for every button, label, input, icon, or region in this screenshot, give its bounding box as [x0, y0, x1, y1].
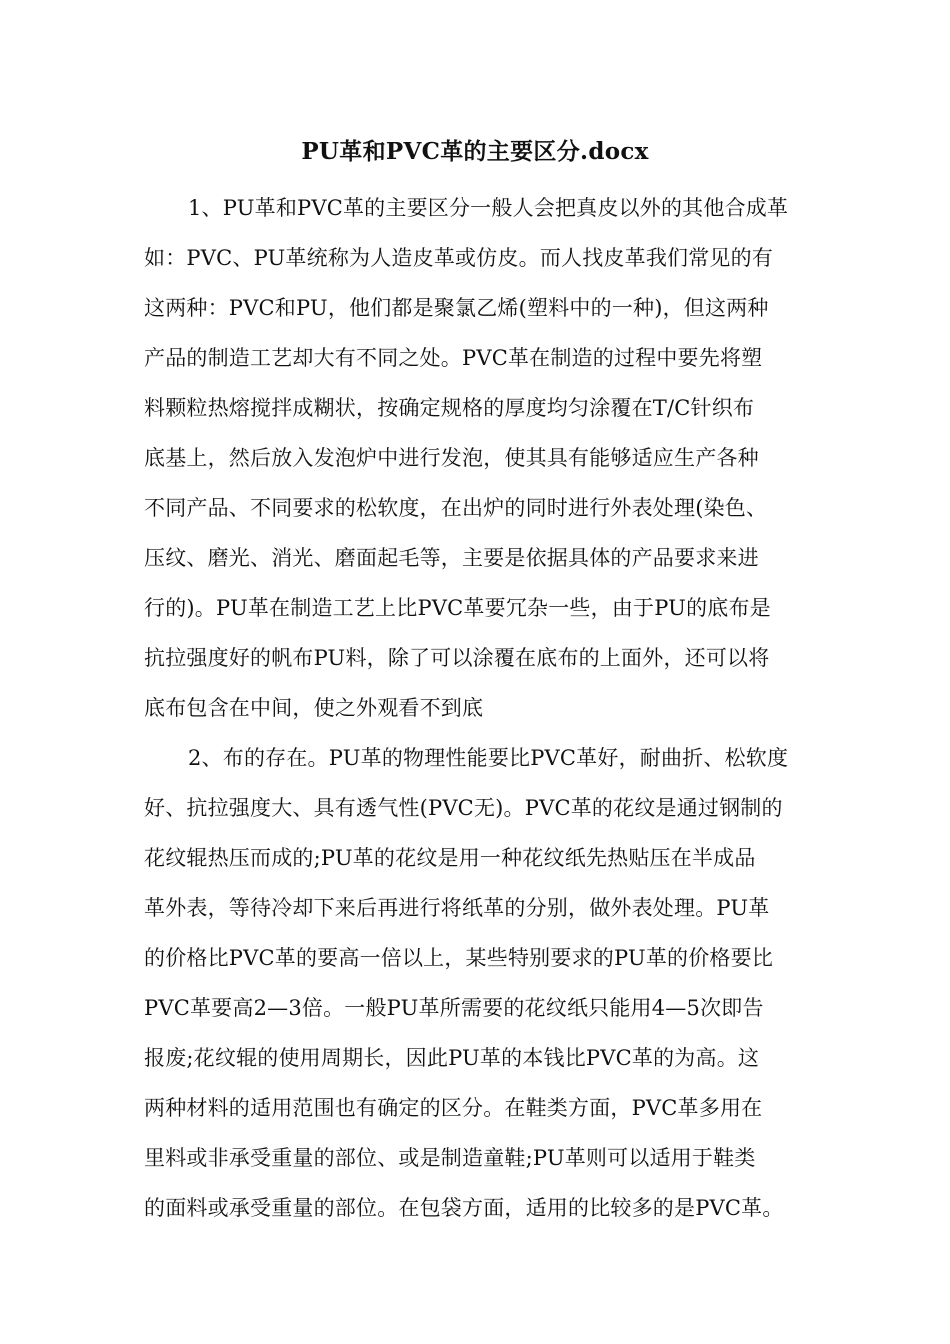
- paragraph-line: 行的)。PU革在制造工艺上比PVC革要冗杂一些，由于PU的底布是: [144, 596, 771, 620]
- paragraph-1: [144, 183, 816, 733]
- paragraph-line: 如：PVC、PU革统称为人造皮革或仿皮。而人找皮革我们常见的有: [144, 246, 774, 270]
- paragraph-line: 抗拉强度好的帆布PU料，除了可以涂覆在底布的上面外，还可以将: [144, 646, 770, 670]
- paragraph-line: 里料或非承受重量的部位、或是制造童鞋;PU革则可以适用于鞋类: [144, 1146, 756, 1170]
- paragraph-line: 两种材料的适用范围也有确定的区分。在鞋类方面，PVC革多用在: [144, 1096, 763, 1120]
- paragraph-line: 2、布的存在。PU革的物理性能要比PVC革好，耐曲折、松软度: [188, 746, 789, 770]
- paragraph-line: 1、PU革和PVC革的主要区分一般人会把真皮以外的其他合成革: [188, 196, 789, 220]
- paragraph-line: 这两种：PVC和PU，他们都是聚氯乙烯(塑料中的一种)，但这两种: [144, 296, 769, 320]
- paragraph-line: 好、抗拉强度大、具有透气性(PVC无)。PVC革的花纹是通过钢制的: [144, 796, 783, 820]
- paragraph-line: 的价格比PVC革的要高一倍以上，某些特别要求的PU革的价格要比: [144, 946, 774, 970]
- paragraph-line: 底基上，然后放入发泡炉中进行发泡，使其具有能够适应生产各种: [144, 446, 759, 470]
- paragraph-line: 的面料或承受重量的部位。在包袋方面，适用的比较多的是PVC革。: [144, 1196, 784, 1220]
- paragraph-line: 产品的制造工艺却大有不同之处。PVC革在制造的过程中要先将塑: [144, 346, 763, 370]
- document-body: [144, 183, 816, 1233]
- paragraph-line: 底布包含在中间，使之外观看不到底: [144, 696, 484, 720]
- paragraph-line: 革外表，等待冷却下来后再进行将纸革的分别，做外表处理。PU革: [144, 896, 770, 920]
- paragraph-line: 报废;花纹辊的使用周期长，因此PU革的本钱比PVC革的为高。这: [144, 1046, 760, 1070]
- paragraph-line: 压纹、磨光、消光、磨面起毛等，主要是依据具体的产品要求来进: [144, 546, 759, 570]
- document-title: PU革和PVC革的主要区分.docx: [301, 138, 649, 165]
- paragraph-line: 花纹辊热压而成的;PU革的花纹是用一种花纹纸先热贴压在半成品: [144, 846, 756, 870]
- paragraph-2: [144, 733, 816, 1233]
- paragraph-line: 不同产品、不同要求的松软度，在出炉的同时进行外表处理(染色、: [144, 496, 768, 520]
- paragraph-line: 料颗粒热熔搅拌成糊状，按确定规格的厚度均匀涂覆在T/C针织布: [144, 396, 755, 420]
- paragraph-line: PVC革要高2—3倍。一般PU革所需要的花纹纸只能用4—5次即告: [144, 996, 764, 1020]
